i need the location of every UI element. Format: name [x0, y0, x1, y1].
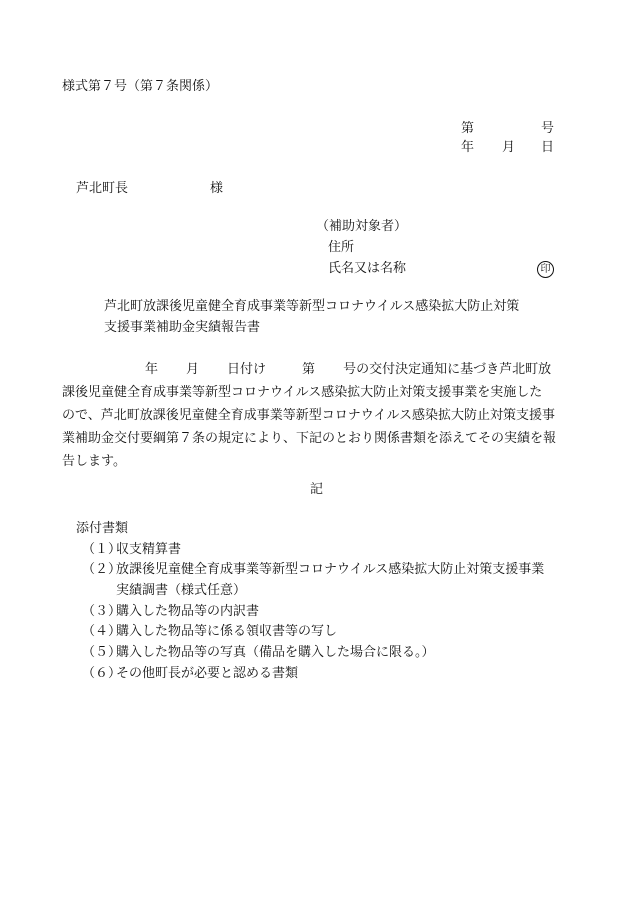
- body-line-4: 業補助金交付要綱第７条の規定により、下記のとおり関係書類を添えてその実績を報: [62, 431, 557, 446]
- seal-mark: 印: [537, 261, 554, 278]
- body-line-2: 課後児童健全育成事業等新型コロナウイルス感染拡大防止対策支援事業を実施した: [62, 385, 543, 400]
- list-item-number: （６）: [82, 665, 122, 681]
- addressee-honorific: 様: [210, 181, 224, 196]
- body-year: 年: [145, 362, 159, 377]
- date-day: 日: [541, 140, 555, 155]
- address-label: 住所: [328, 240, 355, 255]
- list-item-number: （５）: [82, 645, 122, 661]
- list-item: [76, 664, 299, 685]
- list-item-text: 購入した物品等の内訳書: [116, 603, 260, 619]
- body-go-text: 号の交付決定通知に基づき芦北町放: [343, 362, 552, 377]
- list-item: [76, 540, 182, 561]
- ki-heading: 記: [310, 482, 324, 497]
- list-item: [76, 602, 260, 623]
- form-number: 様式第７号（第７条関係）: [62, 79, 219, 94]
- list-item: [76, 560, 545, 581]
- body-month: 月: [186, 362, 200, 377]
- body-day-ref: 日付け: [227, 362, 267, 377]
- list-item-continuation: [76, 581, 247, 602]
- list-item: [76, 622, 338, 643]
- addressee-name: 芦北町長: [76, 181, 129, 196]
- attachments-section: [76, 519, 545, 685]
- list-item-text: 購入した物品等に係る領収書等の写し: [116, 624, 338, 640]
- doc-number-dai: 第: [461, 121, 475, 136]
- body-line-3: ので、芦北町放課後児童健全育成事業等新型コロナウイルス感染拡大防止対策支援事: [62, 408, 555, 423]
- list-item-text: 実績調書（様式任意）: [116, 583, 247, 599]
- body-line-5: 告します。: [62, 454, 126, 469]
- body-line-1: [62, 358, 567, 381]
- body-paragraph: [62, 358, 567, 473]
- body-dai: 第: [302, 362, 316, 377]
- list-item-number: （４）: [82, 624, 122, 640]
- list-item-number: （２）: [82, 562, 122, 578]
- list-item: [76, 643, 435, 664]
- attachments-heading: 添付書類: [76, 521, 129, 536]
- report-title-line2: 支援事業補助金実績報告書: [104, 320, 261, 335]
- list-item-text: 放課後児童健全育成事業等新型コロナウイルス感染拡大防止対策支援事業: [116, 562, 545, 578]
- doc-number-go: 号: [541, 121, 555, 136]
- applicant-heading: （補助対象者）: [316, 219, 408, 234]
- list-item-text: その他町長が必要と認める書類: [116, 665, 299, 681]
- list-item-text: 収支精算書: [116, 541, 182, 557]
- list-item-number: （１）: [82, 541, 122, 557]
- date-month: 月: [502, 140, 516, 155]
- list-item-number: （３）: [82, 603, 122, 619]
- list-item-text: 購入した物品等の写真（備品を購入した場合に限る。）: [116, 645, 435, 661]
- report-title-line1: 芦北町放課後児童健全育成事業等新型コロナウイルス感染拡大防止対策: [104, 299, 520, 314]
- date-year: 年: [461, 140, 475, 155]
- name-label: 氏名又は名称: [328, 261, 407, 276]
